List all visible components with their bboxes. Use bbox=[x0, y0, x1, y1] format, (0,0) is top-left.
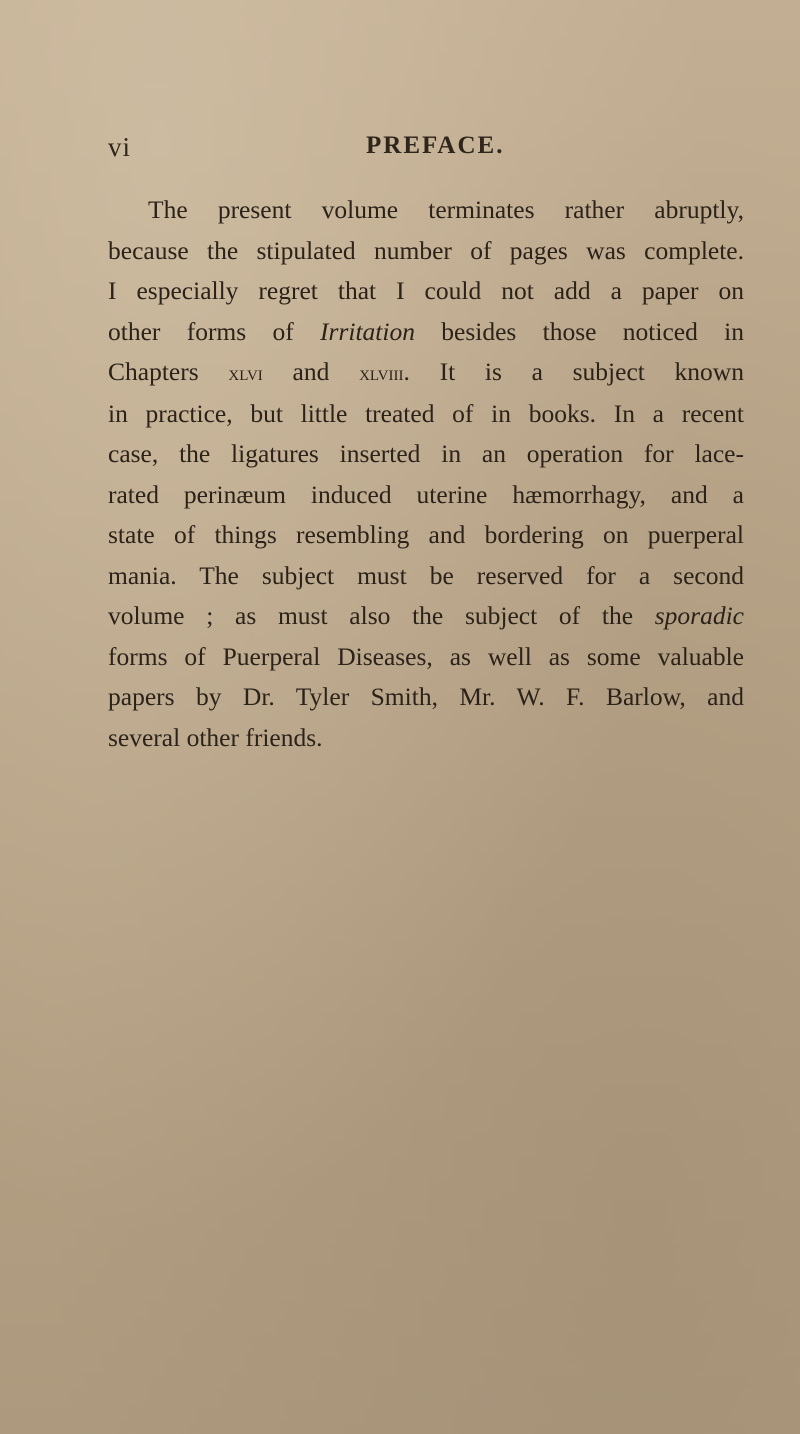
italic-term-irritation: Irritation bbox=[320, 316, 415, 346]
text-segment: . It is a subject known bbox=[403, 357, 744, 386]
text-line bbox=[108, 596, 744, 637]
page-title: PREFACE. bbox=[366, 132, 505, 159]
text-line: I especially regret that I could not add a paper on bbox=[108, 276, 744, 305]
text-line: in practice, but little treated of in books. In a recent bbox=[108, 398, 744, 428]
text-line: state of things resembling and bordering on puerperal bbox=[108, 520, 744, 549]
text-segment: besides those noticed in bbox=[414, 316, 744, 346]
preface-paragraph bbox=[108, 190, 744, 758]
text-line: several other friends. bbox=[108, 722, 323, 752]
text-line: case, the ligatures inserted in an operation for lace- bbox=[108, 439, 744, 468]
text-segment: Chapters bbox=[108, 357, 229, 386]
chapter-ref-48: xlviii bbox=[359, 360, 404, 385]
text-line: forms of Puerperal Diseases, as well as some valuable bbox=[108, 641, 744, 671]
text-segment: and bbox=[262, 357, 360, 386]
text-line: mania. The subject must be reserved for a second bbox=[108, 560, 744, 590]
running-head bbox=[108, 132, 748, 172]
text-line: papers by Dr. Tyler Smith, Mr. W. F. Barlow, and bbox=[108, 682, 744, 711]
text-line bbox=[108, 352, 744, 394]
page-number: vi bbox=[108, 132, 132, 162]
text-line bbox=[108, 312, 744, 353]
chapter-ref-46: xlvi bbox=[228, 360, 263, 385]
text-line: The present volume terminates rather abruptly, bbox=[148, 195, 744, 224]
text-segment: other forms of bbox=[108, 316, 321, 346]
text-line: because the stipulated number of pages was complete. bbox=[108, 235, 744, 265]
text-line: rated perinæum induced uterine hæmorrhagy, and a bbox=[108, 479, 744, 509]
italic-term-sporadic: sporadic bbox=[654, 601, 744, 630]
text-segment: volume ; as must also the subject of the bbox=[108, 601, 655, 630]
